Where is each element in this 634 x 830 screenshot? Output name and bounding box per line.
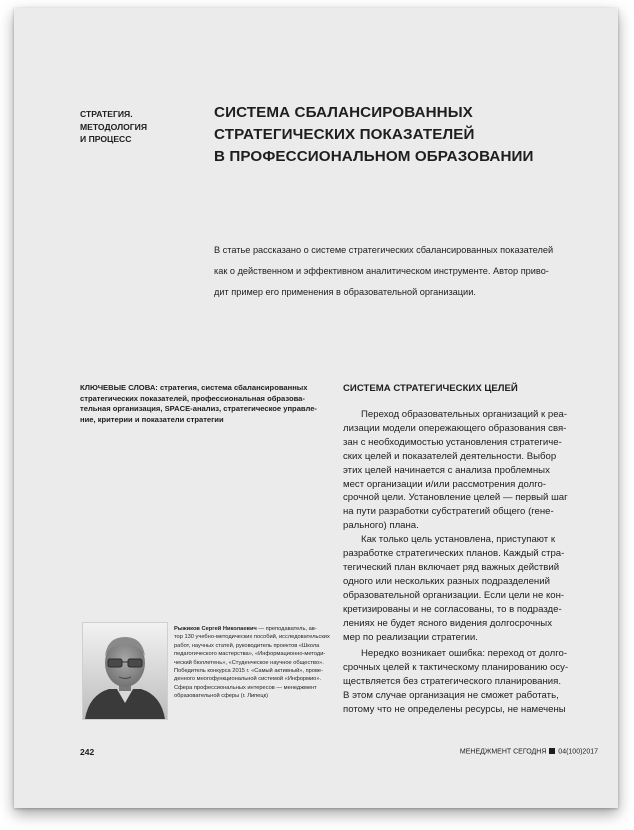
keywords-line: стратегических показателей, профессиональная образова- <box>80 393 305 403</box>
lead-line: В статье рассказано о системе стратегических сбалансированных показателей <box>214 245 554 255</box>
paragraph <box>343 533 598 644</box>
journal-page <box>14 8 618 808</box>
rubric-line: И ПРОЦЕСС <box>80 134 132 144</box>
section-heading: СИСТЕМА СТРАТЕГИЧЕСКИХ ЦЕЛЕЙ <box>343 383 518 394</box>
paragraph <box>343 408 598 533</box>
author-bio-line: — преподаватель, ав- <box>256 626 317 632</box>
keywords-block <box>80 383 340 425</box>
body-line: кретизированы и не согласованы, то в подразде- <box>343 603 562 615</box>
keywords-line: тельная организация, SPACE-анализ, стратегическое управле- <box>80 404 317 414</box>
body-line: Переход образовательных организаций к реа- <box>361 409 568 420</box>
body-line: мер по реализации стратегии. <box>343 631 478 643</box>
title-line: СТРАТЕГИЧЕСКИХ ПОКАЗАТЕЛЕЙ <box>214 126 475 143</box>
paragraph <box>343 647 598 717</box>
author-bio-line: педагогического мастерства», «Информационно-методи- <box>174 651 326 658</box>
author-bio-line: ческий бюллетень», «Студенческое научное общество». <box>174 659 324 666</box>
rubric-line: МЕТОДОЛОГИЯ <box>80 121 148 132</box>
body-line: срочной цели. Установление целей — первый шаг <box>343 492 568 504</box>
rubric <box>80 108 190 146</box>
body-line: образовательной организации. Если цели не кон- <box>343 589 565 601</box>
body-line: этих целей начинается с анализа проблемных <box>343 464 550 476</box>
body-line: тегический план включает ряд важных действий <box>343 561 560 573</box>
body-line: мест организации и/или рассмотрения долго- <box>343 478 547 490</box>
lead-paragraph <box>214 240 599 303</box>
square-separator-icon <box>549 748 555 754</box>
author-photo <box>82 622 168 720</box>
author-name: Рыжиков Сергей Николаевич <box>174 626 257 632</box>
title-line: В ПРОФЕССИОНАЛЬНОМ ОБРАЗОВАНИИ <box>214 148 534 165</box>
body-line: рального) плана. <box>343 520 419 532</box>
article-title <box>214 102 594 168</box>
author-bio-line: образовательной сферы (г. Липецк) <box>174 693 268 700</box>
body-line: срочных целей к тактическому планированию осу- <box>343 662 569 674</box>
body-line: ских целей и показателей деятельности. Выбор <box>343 450 557 462</box>
body-line: Нередко возникает ошибка: переход от долго- <box>361 648 568 660</box>
body-line: Как только цель установлена, приступают к <box>361 534 556 546</box>
author-bio-line: Победитель конкурса 2015 г. «Самый активный», прове- <box>174 668 323 675</box>
body-line: одного или нескольких разных подразделений <box>343 575 550 587</box>
body-line: потому что не определены ресурсы, не намечены <box>343 704 566 716</box>
magazine-name: МЕНЕДЖМЕНТ СЕГОДНЯ <box>459 748 547 756</box>
body-line: лениях не будет ясного видения долгосрочных <box>343 617 552 629</box>
body-line: лизации модели опережающего образования свя- <box>343 422 567 434</box>
author-bio-line: тор 130 учебно-методических пособий, исследовательских <box>174 634 330 641</box>
keywords-line: стратегия, система сбалансированных <box>157 383 308 392</box>
issue-number: 04(100)2017 <box>558 748 598 756</box>
author-bio <box>174 625 354 701</box>
lead-line: дит пример его применения в образовательной организации. <box>214 287 476 297</box>
rubric-line: СТРАТЕГИЯ. <box>80 109 133 119</box>
author-bio-line: денного многофункциональной системой «Информио». <box>174 676 322 683</box>
body-line: В этом случае организация не сможет работать, <box>343 690 559 702</box>
page-number: 242 <box>80 747 95 757</box>
author-bio-line: работ, научных статей, руководитель проектов «Школа <box>174 642 320 649</box>
magazine-footer <box>442 748 598 756</box>
body-text <box>343 408 598 717</box>
keywords-line: ние, критерии и показатели стратегии <box>80 414 224 424</box>
lead-line: как о действенном и эффективном аналитическом инструменте. Автор приво- <box>214 266 549 276</box>
body-line: зан с необходимостью установления стратегиче- <box>343 436 562 448</box>
body-line: ществляется без стратегического планирования. <box>343 676 562 688</box>
author-bio-line: Сфера профессиональных интересов — менеджмент <box>174 684 317 691</box>
body-line: разработке стратегических планов. Каждый стра- <box>343 548 565 560</box>
body-line: на пути разработки субстратегий общего (гене- <box>343 506 554 518</box>
title-line: СИСТЕМА СБАЛАНСИРОВАННЫХ <box>214 104 473 121</box>
keywords-label: КЛЮЧЕВЫЕ СЛОВА: <box>80 383 158 392</box>
